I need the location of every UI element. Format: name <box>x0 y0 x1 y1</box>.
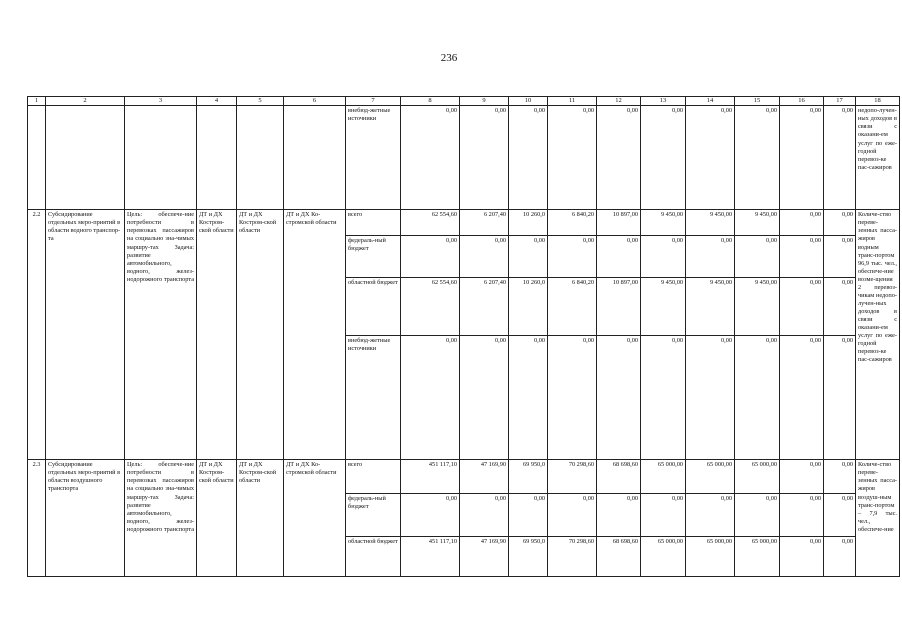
amount-cell: 6 840,20 <box>548 210 597 236</box>
table-row <box>28 210 900 236</box>
funding-source-cell: внебюд-жетные источники <box>346 336 401 460</box>
amount-cell: 0,00 <box>509 336 548 460</box>
item-number-cell: 2.3 <box>28 460 46 577</box>
amount-cell: 9 450,00 <box>641 278 686 336</box>
measure-name-cell: Субсидирование отдельных меро-приятий в области воздушного транспорта <box>46 460 125 577</box>
amount-cell: 65 000,00 <box>641 460 686 494</box>
amount-cell: 0,00 <box>460 236 509 278</box>
amount-cell: 65 000,00 <box>735 460 780 494</box>
amount-cell: 0,00 <box>641 336 686 460</box>
column-number-cell: 3 <box>125 97 197 106</box>
amount-cell: 65 000,00 <box>686 460 735 494</box>
funding-source-cell: федераль-ный бюджет <box>346 494 401 537</box>
executor-cell: ДТ и ДХ Костром-ской области <box>197 460 237 577</box>
amount-cell: 6 207,40 <box>460 210 509 236</box>
amount-cell: 6 207,40 <box>460 278 509 336</box>
amount-cell: 0,00 <box>509 494 548 537</box>
column-number-cell: 6 <box>284 97 346 106</box>
amount-cell: 69 950,0 <box>509 460 548 494</box>
amount-cell: 0,00 <box>780 537 824 577</box>
amount-cell: 451 117,10 <box>401 537 460 577</box>
amount-cell: 65 000,00 <box>735 537 780 577</box>
funding-source-cell: федераль-ный бюджет <box>346 236 401 278</box>
amount-cell: 0,00 <box>780 210 824 236</box>
amount-cell: 0,00 <box>780 106 824 210</box>
executor-cell: ДТ и ДХ Костром-ской области <box>197 210 237 460</box>
amount-cell: 0,00 <box>548 336 597 460</box>
column-number-cell: 7 <box>346 97 401 106</box>
item-number-cell: 2.2 <box>28 210 46 460</box>
empty-cell <box>28 106 46 210</box>
amount-cell: 0,00 <box>401 236 460 278</box>
column-number-cell: 11 <box>548 97 597 106</box>
amount-cell: 0,00 <box>401 106 460 210</box>
amount-cell: 0,00 <box>735 336 780 460</box>
funding-source-cell: внебюд-жетные источники <box>346 106 401 210</box>
column-number-cell: 1 <box>28 97 46 106</box>
amount-cell: 0,00 <box>780 278 824 336</box>
funding-source-cell: всего <box>346 210 401 236</box>
amount-cell: 0,00 <box>509 236 548 278</box>
amount-cell: 0,00 <box>824 336 856 460</box>
column-number-cell: 12 <box>597 97 641 106</box>
amount-cell: 0,00 <box>780 336 824 460</box>
amount-cell: 6 840,20 <box>548 278 597 336</box>
amount-cell: 70 298,60 <box>548 460 597 494</box>
amount-cell: 47 169,90 <box>460 460 509 494</box>
amount-cell: 0,00 <box>824 278 856 336</box>
amount-cell: 9 450,00 <box>686 210 735 236</box>
responsible-cell: ДТ и ДХ Костром-ской области <box>237 210 284 460</box>
empty-cell <box>46 106 125 210</box>
amount-cell: 0,00 <box>824 106 856 210</box>
empty-cell <box>125 106 197 210</box>
measure-name-cell: Субсидирование отдельных меро-приятий в области водного транспор-та <box>46 210 125 460</box>
amount-cell: 10 260,0 <box>509 210 548 236</box>
amount-cell: 0,00 <box>460 336 509 460</box>
amount-cell: 62 554,60 <box>401 210 460 236</box>
column-number-cell: 2 <box>46 97 125 106</box>
goal-cell: Цель: обеспече-ние потребности в перевозках пассажиров на социально зна-чимых маршру-тах Задача: развитие автомобильного, водного, желез-нодорожного транспорта <box>125 210 197 460</box>
amount-cell: 65 000,00 <box>641 537 686 577</box>
column-number-cell: 18 <box>856 97 900 106</box>
amount-cell: 0,00 <box>597 236 641 278</box>
participant-cell: ДТ и ДХ Ко-стромской области <box>284 460 346 577</box>
amount-cell: 68 698,60 <box>597 460 641 494</box>
amount-cell: 0,00 <box>460 106 509 210</box>
empty-cell <box>237 106 284 210</box>
goal-cell: Цель: обеспече-ние потребности в перевозках пассажиров на социально зна-чимых маршру-тах Задача: развитие автомобильного, водного, желез-нодорожного транспорта <box>125 460 197 577</box>
amount-cell: 0,00 <box>824 494 856 537</box>
amount-cell: 0,00 <box>460 494 509 537</box>
amount-cell: 47 169,90 <box>460 537 509 577</box>
amount-cell: 0,00 <box>780 494 824 537</box>
amount-cell: 0,00 <box>686 336 735 460</box>
responsible-cell: ДТ и ДХ Костром-ской области <box>237 460 284 577</box>
amount-cell: 0,00 <box>548 494 597 537</box>
amount-cell: 68 698,60 <box>597 537 641 577</box>
funding-source-cell: областной бюджет <box>346 537 401 577</box>
funding-source-cell: областной бюджет <box>346 278 401 336</box>
amount-cell: 0,00 <box>686 494 735 537</box>
amount-cell: 0,00 <box>401 336 460 460</box>
amount-cell: 0,00 <box>686 236 735 278</box>
column-number-cell: 13 <box>641 97 686 106</box>
participant-cell: ДТ и ДХ Ко-стромской области <box>284 210 346 460</box>
amount-cell: 0,00 <box>686 106 735 210</box>
amount-cell: 0,00 <box>597 494 641 537</box>
column-number-cell: 8 <box>401 97 460 106</box>
funding-source-cell: всего <box>346 460 401 494</box>
amount-cell: 9 450,00 <box>686 278 735 336</box>
amount-cell: 0,00 <box>735 106 780 210</box>
amount-cell: 70 298,60 <box>548 537 597 577</box>
amount-cell: 0,00 <box>548 106 597 210</box>
amount-cell: 10 260,0 <box>509 278 548 336</box>
column-number-cell: 16 <box>780 97 824 106</box>
result-cell: недопо-лучен-ных доходов в связи с оказани-ем услуг по еже-годной перевоз-ке пас-сажиров <box>856 106 900 210</box>
empty-cell <box>197 106 237 210</box>
amount-cell: 10 897,00 <box>597 278 641 336</box>
result-cell: Количе-ство переве-зенных пасса-жиров воздуш-ным транс-портом – 7,9 тыс. чел., обеспече-ние <box>856 460 900 577</box>
column-number-cell: 4 <box>197 97 237 106</box>
amount-cell: 0,00 <box>509 106 548 210</box>
amount-cell: 0,00 <box>641 106 686 210</box>
amount-cell: 65 000,00 <box>686 537 735 577</box>
result-cell: Количе-ство переве-зенных пасса-жиров водным транс-портом 96,9 тыс. чел., обеспече-ние возме-щения 2 перевоз-чикам недопо-лучен-ных доходов в связи с оказани-ем услуг по еже-годной перевоз-ке пас-сажиров <box>856 210 900 460</box>
empty-cell <box>284 106 346 210</box>
amount-cell: 0,00 <box>548 236 597 278</box>
amount-cell: 0,00 <box>641 236 686 278</box>
column-number-cell: 10 <box>509 97 548 106</box>
amount-cell: 69 950,0 <box>509 537 548 577</box>
amount-cell: 9 450,00 <box>735 278 780 336</box>
page-number: 236 <box>440 52 458 64</box>
column-number-cell: 14 <box>686 97 735 106</box>
amount-cell: 62 554,60 <box>401 278 460 336</box>
table-row <box>28 106 900 210</box>
amount-cell: 0,00 <box>824 210 856 236</box>
amount-cell: 9 450,00 <box>735 210 780 236</box>
column-number-cell: 17 <box>824 97 856 106</box>
column-number-cell: 5 <box>237 97 284 106</box>
column-number-cell: 15 <box>735 97 780 106</box>
amount-cell: 0,00 <box>735 494 780 537</box>
amount-cell: 0,00 <box>824 236 856 278</box>
amount-cell: 0,00 <box>824 537 856 577</box>
program-table <box>27 96 900 577</box>
amount-cell: 0,00 <box>780 236 824 278</box>
amount-cell: 0,00 <box>401 494 460 537</box>
amount-cell: 0,00 <box>641 494 686 537</box>
table-row <box>28 460 900 494</box>
amount-cell: 0,00 <box>597 336 641 460</box>
column-number-cell: 9 <box>460 97 509 106</box>
amount-cell: 10 897,00 <box>597 210 641 236</box>
amount-cell: 451 117,10 <box>401 460 460 494</box>
amount-cell: 0,00 <box>597 106 641 210</box>
amount-cell: 0,00 <box>824 460 856 494</box>
column-number-row <box>28 97 900 106</box>
amount-cell: 9 450,00 <box>641 210 686 236</box>
amount-cell: 0,00 <box>735 236 780 278</box>
amount-cell: 0,00 <box>780 460 824 494</box>
